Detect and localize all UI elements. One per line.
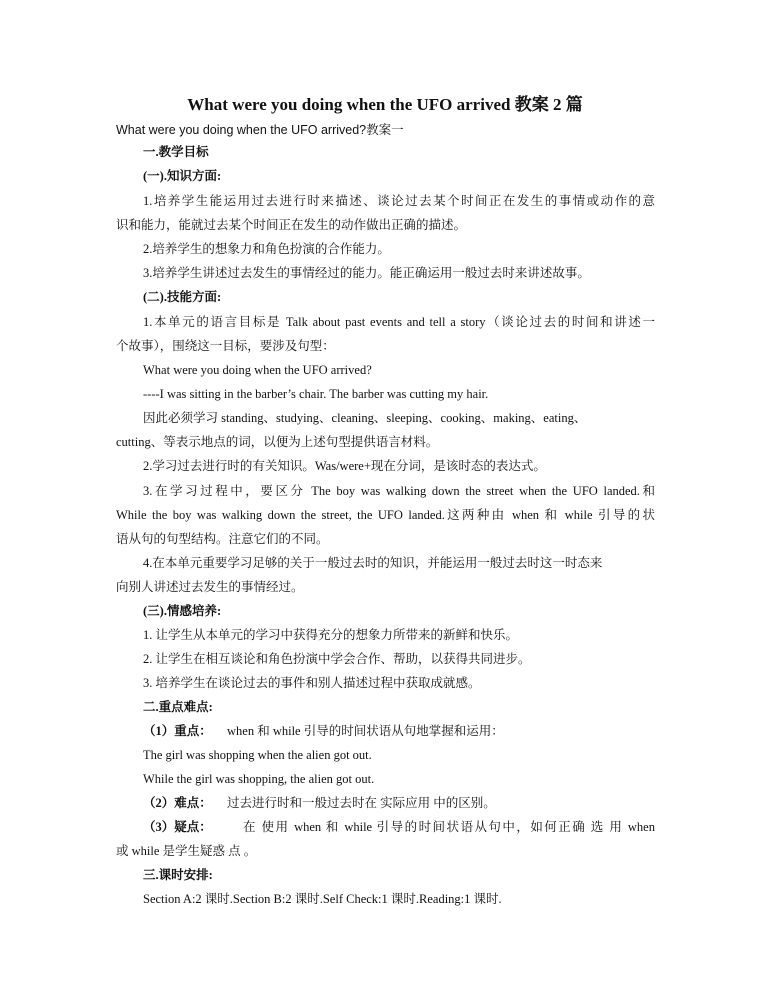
paragraph-line: While the boy was walking down the street, the UFO landed.这两种由 when 和 while 引导的状	[116, 508, 655, 522]
example-sentence: While the girl was shopping, the alien got out.	[143, 772, 375, 786]
example-sentence: ----I was sitting in the barber’s chair. The barber was cutting my hair.	[143, 387, 489, 401]
paragraph-line: 向别人讲述过去发生的事情经过。	[116, 580, 304, 594]
paragraph-line: 3. 培养学生在谈论过去的事件和别人描述过程中获取成就感。	[143, 676, 481, 690]
paragraph-line: Section A:2 课时.Section B:2 课时.Self Check:1 课时.Reading:1 课时.	[143, 892, 502, 906]
paragraph-line: cutting、等表示地点的词，以便为上述句型提供语言材料。	[116, 435, 439, 449]
document-subtitle: What were you doing when the UFO arrived?教案一	[116, 123, 404, 137]
paragraph-line: 因此必须学习 standing、studying、cleaning、sleeping、cooking、making、eating、	[143, 411, 587, 425]
section-heading: 三.课时安排:	[143, 868, 213, 882]
paragraph-line: 或 while 是学生疑惑 点 。	[116, 844, 257, 858]
section-heading: 二.重点难点:	[143, 700, 213, 714]
difficulty-text: 过去进行时和一般过去时在 实际应用 中的区别。	[227, 796, 496, 810]
paragraph-line: 个故事），围绕这一目标，要涉及句型：	[116, 339, 335, 353]
difficulty-label: （2）难点：	[143, 796, 212, 810]
section-heading: 一.教学目标	[143, 145, 209, 159]
doubt-label: （3）疑点：	[143, 820, 212, 834]
paragraph-line: 4.在本单元重要学习足够的关于一般过去时的知识，并能运用一般过去时这一时态来	[143, 556, 603, 570]
key-point-text: when 和 while 引导的时间状语从句地掌握和运用：	[227, 724, 504, 738]
example-sentence: The girl was shopping when the alien got out.	[143, 748, 372, 762]
paragraph-line: 3.培养学生讲述过去发生的事情经过的能力。能正确运用一般过去时来讲述故事。	[143, 266, 590, 280]
key-point-label: （1）重点：	[143, 724, 212, 738]
paragraph-line: 1.培养学生能运用过去进行时来描述、谈论过去某个时间正在发生的事情或动作的意	[143, 194, 655, 208]
doubt-text: 在 使用 when 和 while 引导的时间状语从句中，如何正确 选 用 when	[243, 820, 655, 834]
paragraph-line: 2.培养学生的想象力和角色扮演的合作能力。	[143, 242, 390, 256]
subsection-heading: (二).技能方面:	[143, 290, 222, 304]
subsection-heading: (三).情感培养:	[143, 604, 222, 618]
paragraph-line: 2. 让学生在相互谈论和角色扮演中学会合作、帮助，以获得共同进步。	[143, 652, 531, 666]
paragraph-line: 语从句的句型结构。注意它们的不同。	[116, 532, 329, 546]
subsection-heading: (一).知识方面:	[143, 169, 222, 183]
paragraph-line: 1. 让学生从本单元的学习中获得充分的想象力所带来的新鲜和快乐。	[143, 628, 519, 642]
example-sentence: What were you doing when the UFO arrived?	[143, 363, 372, 377]
paragraph-line: 2.学习过去进行时的有关知识。Was/were+现在分词，是该时态的表达式。	[143, 459, 546, 473]
document-title: What were you doing when the UFO arrived 教案 2 篇	[187, 95, 583, 114]
paragraph-line: 1.本单元的语言目标是 Talk about past events and tell a story（谈论过去的时间和讲述一	[143, 315, 655, 329]
paragraph-line: 识和能力，能就过去某个时间正在发生的动作做出正确的描述。	[116, 218, 467, 232]
paragraph-line: 3.在学习过程中，要区分 The boy was walking down the street when the UFO landed.和	[143, 484, 655, 498]
